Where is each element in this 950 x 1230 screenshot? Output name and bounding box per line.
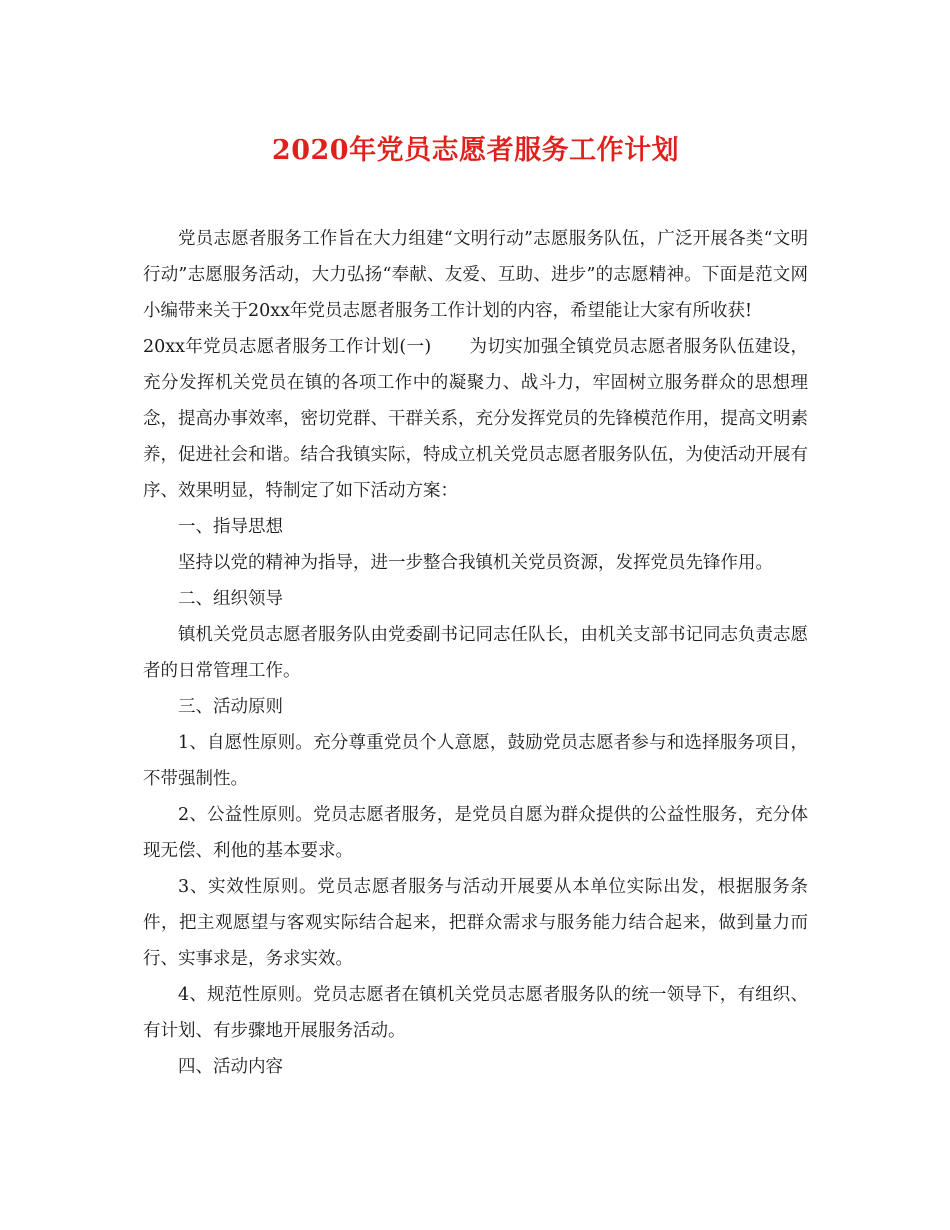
section-heading: 二、组织领导 (178, 589, 283, 609)
section-paragraph: 镇机关党员志愿者服务队由党委副书记同志任队长，由机关支部书记同志负责志愿者的日常管理工作。 (143, 625, 808, 681)
section-paragraph: 4、规范性原则。党员志愿者在镇机关党员志愿者服务队的统一领导下，有组织、有计划、有步骤地开展服务活动。 (143, 985, 808, 1041)
section-paragraph: 3、实效性原则。党员志愿者服务与活动开展要从本单位实际出发，根据服务条件，把主观愿望与客观实际结合起来，把群众需求与服务能力结合起来，做到量力而行、实事求是，务求实效。 (143, 877, 808, 969)
plan-paragraph (143, 329, 808, 509)
section-heading: 三、活动原则 (178, 697, 283, 717)
section-heading: 一、指导思想 (178, 517, 283, 537)
section-paragraph: 坚持以党的精神为指导，进一步整合我镇机关党员资源，发挥党员先锋作用。 (178, 553, 773, 573)
document-page (143, 0, 808, 1085)
intro-paragraph: 党员志愿者服务工作旨在大力组建“文明行动”志愿服务队伍，广泛开展各类“文明行动”志愿服务活动，大力弘扬“奉献、友爱、互助、进步”的志愿精神。下面是范文网小编带来关于20xx年党员志愿者服务工作计划的内容，希望能让大家有所收获! (143, 229, 808, 321)
plan-intro: 为切实加强全镇党员志愿者服务队伍建设，充分发挥机关党员在镇的各项工作中的凝聚力、战斗力，牢固树立服务群众的思想理念，提高办事效率，密切党群、干群关系，充分发挥党员的先锋模范作用，提高文明素养，促进社会和谐。结合我镇实际，特成立机关党员志愿者服务队伍，为使活动开展有序、效果明显，特制定了如下活动方案： (143, 337, 809, 501)
section-heading: 四、活动内容 (178, 1057, 283, 1077)
section-paragraph: 2、公益性原则。党员志愿者服务，是党员自愿为群众提供的公益性服务，充分体现无偿、利他的基本要求。 (143, 805, 808, 861)
plan-label: 20xx年党员志愿者服务工作计划(一) (143, 337, 432, 357)
document-body (143, 221, 808, 1085)
document-title: 2020年党员志愿者服务工作计划 (271, 135, 680, 166)
section-paragraph: 1、自愿性原则。充分尊重党员个人意愿，鼓励党员志愿者参与和选择服务项目，不带强制性。 (143, 733, 808, 789)
